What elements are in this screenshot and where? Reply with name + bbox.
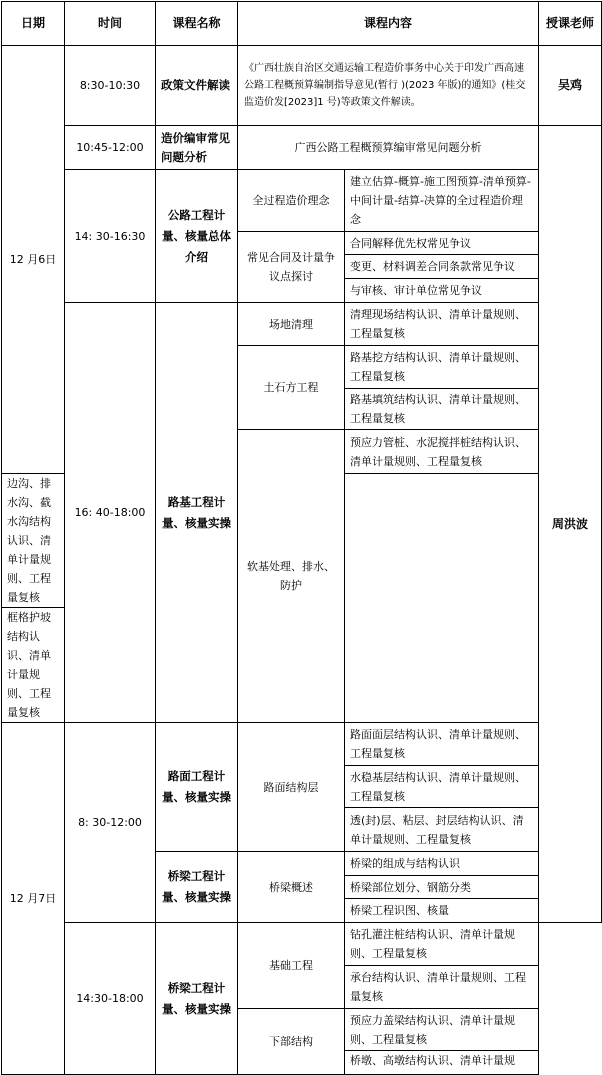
header-course-name: 课程名称 bbox=[156, 2, 238, 46]
topic-cell: 土石方工程 bbox=[238, 346, 345, 430]
course-schedule-table bbox=[1, 1, 602, 1075]
content-cell: 透(封)层、粘层、封层结构认识、清单计量规则、工程量复核 bbox=[345, 808, 539, 852]
time-cell: 14:30-18:00 bbox=[65, 923, 156, 1075]
content-cell: 边沟、排水沟、截水沟结构认识、清单计量规则、工程量复核 bbox=[2, 474, 65, 608]
content-cell: 广西公路工程概预算编审常见问题分析 bbox=[238, 126, 539, 170]
date-cell: 12 月7日 bbox=[2, 723, 65, 1075]
content-cell: 框格护坡结构认识、清单计量规则、工程量复核 bbox=[2, 608, 65, 723]
time-cell: 14: 30-16:30 bbox=[65, 170, 156, 303]
teacher-cell: 吴鸡 bbox=[539, 46, 602, 126]
content-cell: 桥梁部位划分、钢筋分类 bbox=[345, 876, 539, 899]
content-cell: 桥墩、高墩结构认识、清单计量规 bbox=[345, 1051, 539, 1075]
course-name-cell: 公路工程计量、核量总体介绍 bbox=[156, 170, 238, 303]
topic-cell: 路面结构层 bbox=[238, 723, 345, 852]
table-row bbox=[2, 923, 602, 966]
content-cell: 路基填筑结构认识、清单计量规则、工程量复核 bbox=[345, 389, 539, 430]
content-cell: 变更、材料调差合同条款常见争议 bbox=[345, 255, 539, 279]
topic-cell: 全过程造价理念 bbox=[238, 170, 345, 232]
topic-cell: 基础工程 bbox=[238, 923, 345, 1009]
content-cell: 路面面层结构认识、清单计量规则、工程量复核 bbox=[345, 723, 539, 766]
content-cell: 钻孔灌注桩结构认识、清单计量规则、工程量复核 bbox=[345, 923, 539, 966]
time-cell: 16: 40-18:00 bbox=[65, 303, 156, 723]
course-name-cell: 桥梁工程计量、核量实操 bbox=[156, 852, 238, 923]
table-row bbox=[2, 126, 602, 170]
table-row bbox=[2, 170, 602, 232]
course-name-cell: 路基工程计量、核量实操 bbox=[156, 303, 238, 723]
content-cell: 桥梁工程识图、核量 bbox=[345, 899, 539, 923]
time-cell: 8: 30-12:00 bbox=[65, 723, 156, 923]
course-name-cell: 造价编审常见问题分析 bbox=[156, 126, 238, 170]
header-teacher: 授课老师 bbox=[539, 2, 602, 46]
header-course-content: 课程内容 bbox=[238, 2, 539, 46]
content-cell: 路基挖方结构认识、清单计量规则、工程量复核 bbox=[345, 346, 539, 389]
course-name-cell: 路面工程计量、核量实操 bbox=[156, 723, 238, 852]
course-name-cell: 政策文件解读 bbox=[156, 46, 238, 126]
table-row bbox=[2, 46, 602, 126]
content-cell: 建立估算-概算-施工图预算-清单预算-中间计量-结算-决算的全过程造价理念 bbox=[345, 170, 539, 232]
content-cell: 水稳基层结构认识、清单计量规则、工程量复核 bbox=[345, 766, 539, 808]
topic-cell: 桥梁概述 bbox=[238, 852, 345, 923]
course-name-cell: 桥梁工程计量、核量实操 bbox=[156, 923, 238, 1075]
table-row bbox=[2, 723, 602, 766]
content-cell: 预应力管桩、水泥搅拌桩结构认识、清单计量规则、工程量复核 bbox=[345, 430, 539, 474]
date-cell: 12 月6日 bbox=[2, 46, 65, 474]
content-cell: 合同解释优先权常见争议 bbox=[345, 232, 539, 255]
content-cell: 与审核、审计单位常见争议 bbox=[345, 279, 539, 303]
teacher-cell: 周洪波 bbox=[539, 126, 602, 923]
table-row bbox=[2, 303, 602, 346]
content-cell: 桥梁的组成与结构认识 bbox=[345, 852, 539, 876]
header-row bbox=[2, 2, 602, 46]
time-cell: 10:45-12:00 bbox=[65, 126, 156, 170]
topic-cell: 软基处理、排水、防护 bbox=[238, 430, 345, 723]
content-cell: 承台结构认识、清单计量规则、工程量复核 bbox=[345, 966, 539, 1009]
topic-cell: 下部结构 bbox=[238, 1009, 345, 1075]
content-cell: 清理现场结构认识、清单计量规则、工程量复核 bbox=[345, 303, 539, 346]
header-time: 时间 bbox=[65, 2, 156, 46]
topic-cell: 场地清理 bbox=[238, 303, 345, 346]
header-date: 日期 bbox=[2, 2, 65, 46]
content-cell: 预应力盖梁结构认识、清单计量规则、工程量复核 bbox=[345, 1009, 539, 1051]
time-cell: 8:30-10:30 bbox=[65, 46, 156, 126]
topic-cell: 常见合同及计量争议点探讨 bbox=[238, 232, 345, 303]
content-cell: 《广西壮族自治区交通运输工程造价事务中心关于印发广西高速公路工程概预算编制指导意见(暂行 )(2023 年版)的通知》(桂交监造价发[2023]1 号)等政策文件解读。 bbox=[238, 46, 539, 126]
